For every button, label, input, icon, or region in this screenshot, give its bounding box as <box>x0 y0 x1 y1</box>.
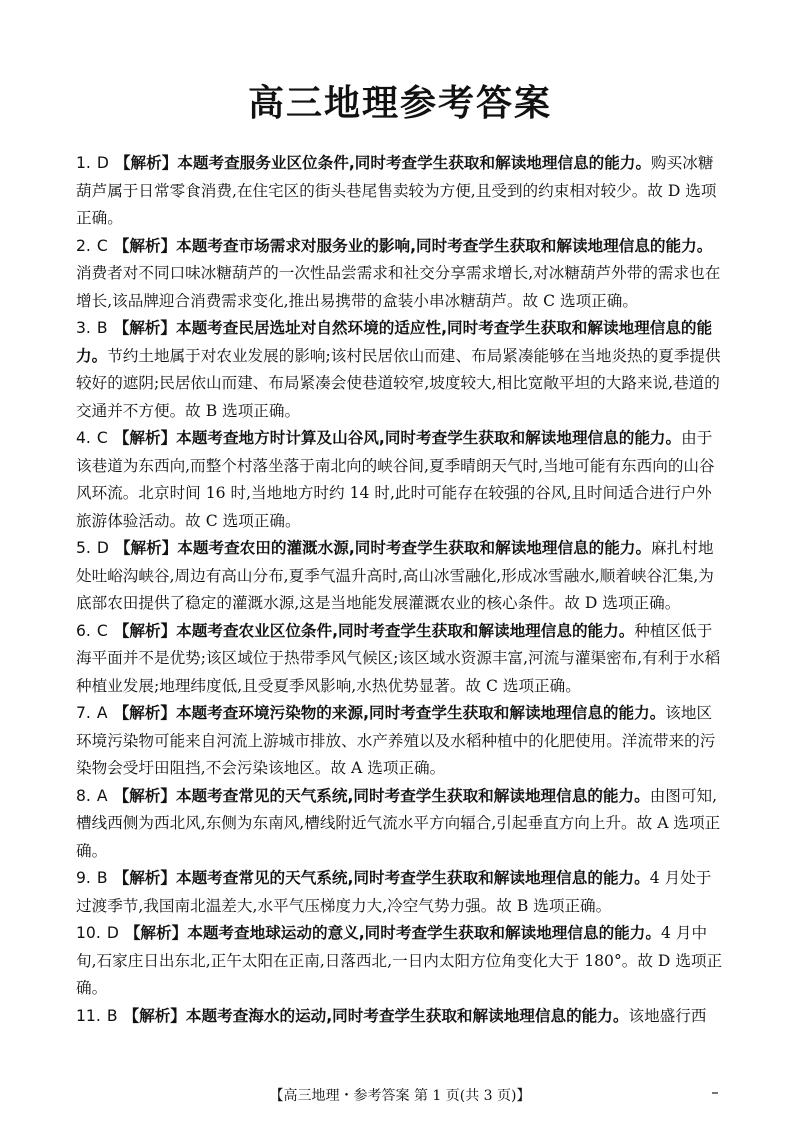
item-lead: 本题考查地球运动的意义,同时考查学生获取和解读地理信息的能力。 <box>187 924 661 942</box>
item-text: 该地盛行西 <box>628 1006 707 1025</box>
item-answer: D <box>106 924 119 942</box>
item-number: 11. <box>76 1006 101 1025</box>
item-lead: 本题考查地方时计算及山谷风,同时考查学生获取和解读地理信息的能力。 <box>176 429 682 447</box>
item-answer: D <box>96 539 109 557</box>
item-text: 种植区低于海平面并不是优势;该区域位于热带季风气候区;该区域水资源丰富,河流与灌渠密布,有利于水稻种植业发展;地理纬度低,且受夏季风影响,水热优势显著。故 C 选项正确。 <box>76 621 721 695</box>
item-lead: 本题考查环境污染物的来源,同时考查学生获取和解读地理信息的能力。 <box>175 704 666 722</box>
item-text: 购买冰糖葫芦属于日常零食消费,在住宅区的街头巷尾售卖较为方便,且受到的约束相对较少。故 D 选项正确。 <box>76 154 717 227</box>
item-tag: 【解析】 <box>113 236 177 255</box>
answer-item-8 <box>76 783 726 866</box>
item-text: 节约土地属于对农业发展的影响;该村民居依山而建、布局紧凑能够在当地炎热的夏季提供较好的遮阴;民居依山而建、布局紧凑会使巷道较窄,坡度较大,相比宽敞平坦的大路来说,巷道的交通并不方便。故 B 选项正确。 <box>76 346 721 420</box>
item-answer: A <box>96 786 108 805</box>
answer-item-7 <box>76 700 726 783</box>
answer-item-4 <box>76 425 726 535</box>
answer-item-6 <box>76 618 726 701</box>
item-text: 该地区环境污染物可能来自河流上游城市排放、水产养殖以及水稻种植中的化肥使用。洋流带来的污染物会受圩田阻挡,不会污染该地区。故 A 选项正确。 <box>76 704 716 777</box>
item-number: 2. <box>76 236 91 255</box>
item-text: 消费者对不同口味冰糖葫芦的一次性品尝需求和社交分享需求增长,对冰糖葫芦外带的需求也在增长,该品牌迎合消费需求变化,推出易携带的盒装小串冰糖葫芦。故 C 选项正确。 <box>76 264 721 310</box>
item-lead: 本题考查海水的运动,同时考查学生获取和解读地理信息的能力。 <box>185 1006 629 1025</box>
item-lead: 本题考查市场需求对服务业的影响,同时考查学生获取和解读地理信息的能力。 <box>176 236 713 255</box>
item-number: 5. <box>76 539 91 557</box>
item-text: 4 月处于过渡季节,我国南北温差大,水平气压梯度力大,冷空气势力强。故 B 选项正确。 <box>76 869 712 915</box>
item-lead: 本题考查农业区位条件,同时考查学生获取和解读地理信息的能力。 <box>176 621 635 640</box>
answer-list <box>76 150 726 1030</box>
item-text: 麻扎村地处吐峪沟峡谷,周边有高山分布,夏季气温升高时,高山冰雪融化,形成冰雪融水,顺着峡谷汇集,为底部农田提供了稳定的灌溉水源,这是当地能发展灌溉农业的核心条件。故 D 选项正确。 <box>76 539 714 612</box>
item-number: 10. <box>76 924 101 942</box>
item-number: 9. <box>76 869 91 887</box>
item-tag: 【解析】 <box>114 154 178 172</box>
item-number: 4. <box>76 429 91 447</box>
item-answer: D <box>96 154 109 172</box>
item-text: 4 月中旬,石家庄日出东北,正午太阳在正南,日落西北,一日内太阳方位角变化大于 180°。故 D 选项正确。 <box>76 924 723 997</box>
page-footer: 【高三地理・参考答案 第 1 页(共 3 页)】 <box>269 1088 531 1104</box>
item-answer: B <box>96 319 108 337</box>
item-text: 由图可知,槽线西侧为西北风,东侧为东南风,槽线附近气流水平方向辐合,引起垂直方向上升。故 A 选项正确。 <box>76 786 721 860</box>
item-tag: 【解析】 <box>114 539 178 557</box>
answer-item-1 <box>76 150 726 233</box>
item-tag: 【解析】 <box>113 429 177 447</box>
item-tag: 【解析】 <box>113 704 176 722</box>
answer-item-9 <box>76 865 726 920</box>
item-answer: C <box>96 429 108 447</box>
item-tag: 【解析】 <box>113 869 176 887</box>
answer-item-2 <box>76 233 726 316</box>
item-lead: 本题考查农田的灌溉水源,同时考查学生获取和解读地理信息的能力。 <box>177 539 652 557</box>
item-text: 由于该巷道为东西向,而整个村落坐落于南北向的峡谷间,夏季晴朗天气时,当地可能有东西向的山谷风环流。北京时间 16 时,当地地方时约 14 时,此时可能存在较强的谷风,且时间适合进行户外旅游体验活动。故 C 选项正确。 <box>76 429 715 530</box>
page-title: 高三地理参考答案 <box>247 83 552 124</box>
item-lead: 本题考查民居选址对自然环境的适应性,同时考查学生获取和解读地理信息的能力。 <box>76 319 713 365</box>
item-lead: 本题考查常见的天气系统,同时考查学生获取和解读地理信息的能力。 <box>175 786 650 805</box>
item-tag: 【解析】 <box>113 319 176 337</box>
item-answer: C <box>96 621 108 640</box>
item-tag: 【解析】 <box>113 786 176 805</box>
item-answer: A <box>96 704 108 722</box>
item-tag: 【解析】 <box>124 924 188 942</box>
scan-mark <box>712 1092 718 1094</box>
item-number: 3. <box>76 319 91 337</box>
answer-item-10 <box>76 920 726 1003</box>
item-lead: 本题考查常见的天气系统,同时考查学生获取和解读地理信息的能力。 <box>175 869 650 887</box>
item-answer: B <box>96 869 108 887</box>
item-number: 6. <box>76 621 91 640</box>
item-answer: B <box>106 1006 118 1025</box>
item-number: 7. <box>76 704 91 722</box>
item-answer: C <box>96 236 108 255</box>
item-tag: 【解析】 <box>113 621 177 640</box>
answer-item-5 <box>76 535 726 618</box>
item-lead: 本题考查服务业区位条件,同时考查学生获取和解读地理信息的能力。 <box>177 154 652 172</box>
answer-item-11 <box>76 1003 726 1031</box>
item-tag: 【解析】 <box>123 1006 186 1025</box>
item-number: 8. <box>76 786 91 805</box>
item-number: 1. <box>76 154 91 172</box>
answer-item-3 <box>76 315 726 425</box>
